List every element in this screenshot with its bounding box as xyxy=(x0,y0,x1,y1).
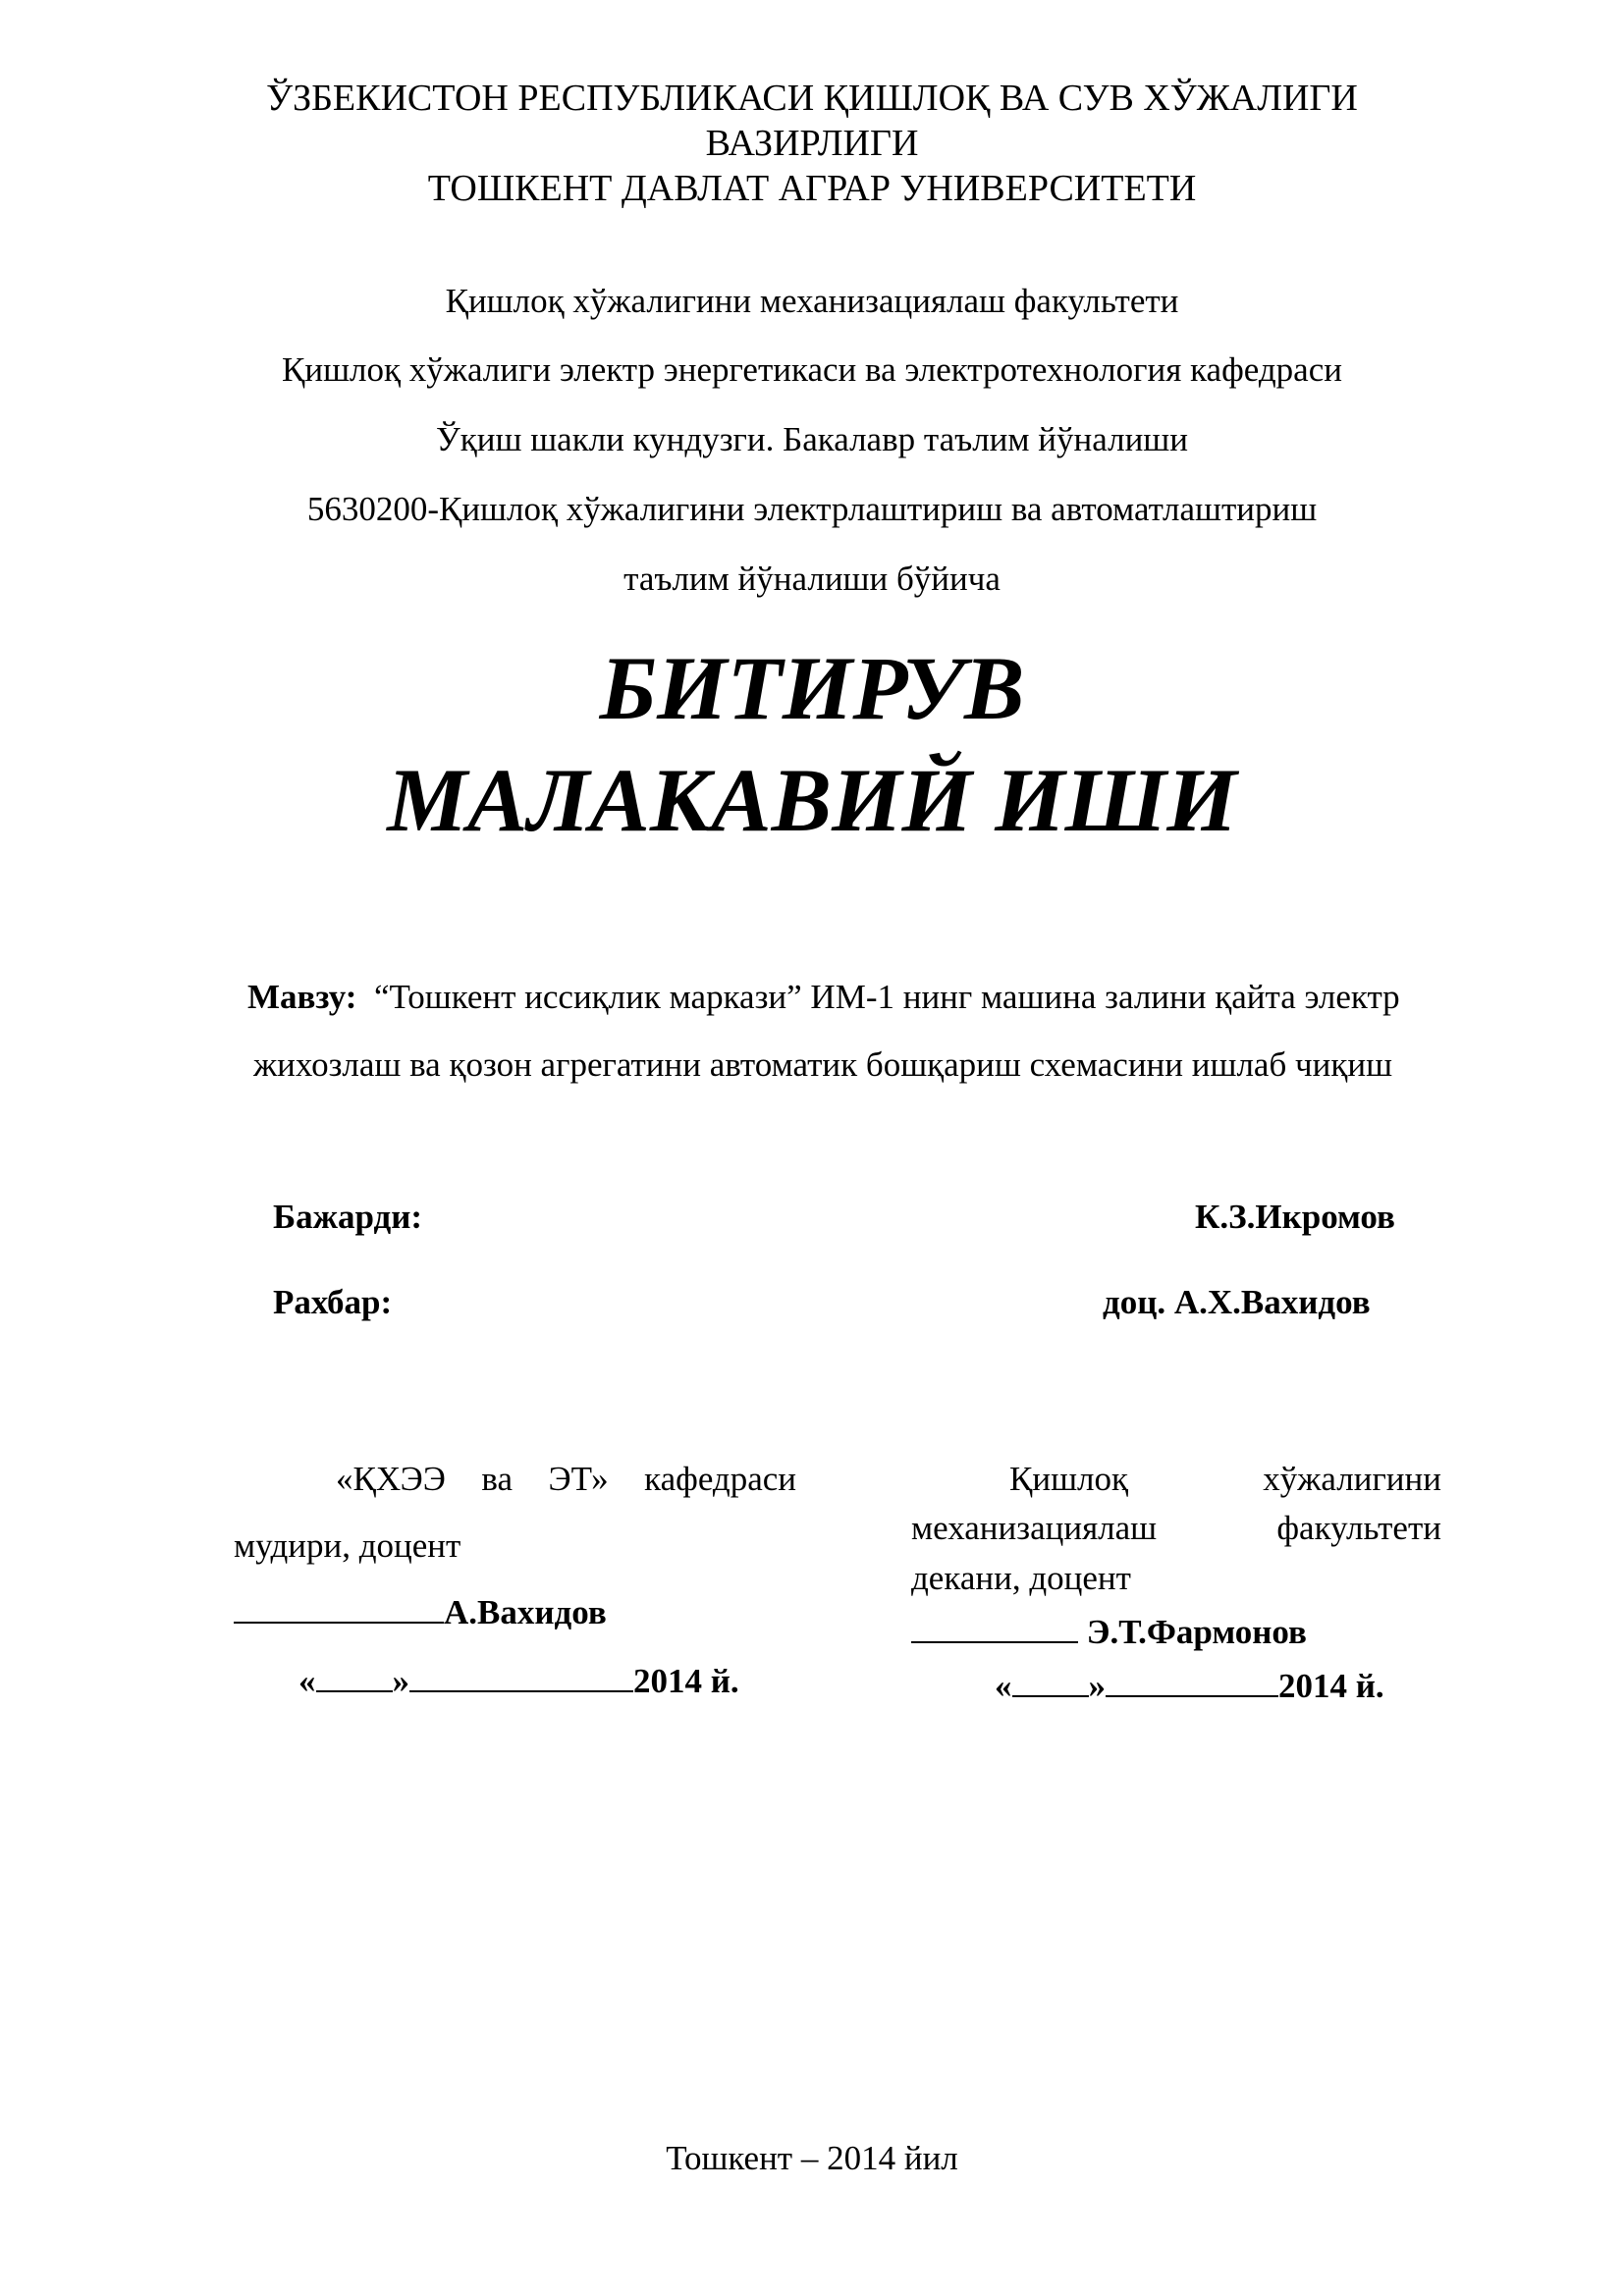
left-approval-line-2: мудири, доцент xyxy=(234,1526,461,1565)
month-blank xyxy=(1106,1662,1278,1697)
day-blank xyxy=(316,1657,393,1692)
document-title-line-1: БИТИРУВ xyxy=(599,638,1025,738)
right-approval-line-3: декани, доцент xyxy=(911,1559,1131,1597)
faculty-line: Қишлоқ хўжалигини механизациялаш факультети xyxy=(445,282,1179,320)
supervisor-label: Рахбар: xyxy=(273,1283,393,1321)
ministry-line-1: ЎЗБЕКИСТОН РЕСПУБЛИКАСИ ҚИШЛОҚ ВА СУВ ХЎЖАЛИГИ xyxy=(266,78,1358,119)
date-year: 2014 й. xyxy=(633,1662,739,1700)
date-quote-open: « xyxy=(298,1662,316,1700)
left-approval-word: ва xyxy=(481,1460,513,1498)
performer-name: К.З.Икромов xyxy=(1195,1198,1395,1236)
program-suffix-line: таълим йўналиши бўйича xyxy=(623,560,1001,598)
left-approval-word: «ҚХЭЭ xyxy=(336,1460,446,1498)
performer-label: Бажарди: xyxy=(273,1198,423,1236)
signature-blank xyxy=(911,1608,1078,1643)
date-quote-close: » xyxy=(392,1662,409,1700)
right-approval-line-1 xyxy=(1009,1458,1441,1501)
study-form-line: Ўқиш шакли кундузги. Бакалавр таълим йўналиши xyxy=(436,420,1188,458)
signature-blank xyxy=(234,1588,444,1624)
university-name: ТОШКЕНТ ДАВЛАТ АГРАР УНИВЕРСИТЕТИ xyxy=(427,168,1197,209)
date-quote-open: « xyxy=(995,1667,1012,1705)
department-line: Қишлоқ хўжалиги электр энергетикаси ва электротехнология кафедраси xyxy=(282,350,1342,389)
date-year: 2014 й. xyxy=(1278,1667,1384,1705)
day-blank xyxy=(1012,1662,1089,1697)
month-blank xyxy=(409,1657,633,1692)
left-approval-signature xyxy=(234,1588,607,1634)
right-approval-word: хўжалигини xyxy=(1263,1460,1441,1498)
right-approval-date xyxy=(995,1662,1384,1708)
topic-line-2: жихозлаш ва қозон агрегатини автоматик бошқариш схемасини ишлаб чиқиш xyxy=(253,1045,1393,1084)
right-approval-name: Э.Т.Фармонов xyxy=(1086,1613,1307,1651)
left-approval-line-1 xyxy=(336,1458,796,1501)
document-title-line-2: МАЛАКАВИЙ ИШИ xyxy=(387,750,1237,850)
left-approval-word: кафедраси xyxy=(644,1460,796,1498)
right-approval-word: механизациялаш xyxy=(911,1509,1158,1547)
right-approval-word: Қишлоқ xyxy=(1009,1460,1128,1498)
right-approval-word: факультети xyxy=(1276,1509,1441,1547)
ministry-line-2: ВАЗИРЛИГИ xyxy=(705,123,919,164)
program-line: 5630200-Қишлоқ хўжалигини электрлаштириш ва автоматлаштириш xyxy=(306,490,1318,528)
left-approval-word: ЭТ» xyxy=(548,1460,609,1498)
topic-label: Мавзу: xyxy=(247,978,357,1016)
supervisor-name: доц. А.Х.Вахидов xyxy=(1103,1283,1371,1321)
date-quote-close: » xyxy=(1088,1667,1106,1705)
topic-text-1: “Тошкент иссиқлик маркази” ИМ-1 нинг машина залини қайта электр xyxy=(373,978,1400,1016)
left-approval-name: А.Вахидов xyxy=(444,1593,607,1631)
place-year-footer: Тошкент – 2014 йил xyxy=(666,2139,958,2177)
right-approval-line-2 xyxy=(911,1507,1441,1550)
topic-line-1 xyxy=(247,976,1400,1019)
right-approval-signature xyxy=(911,1608,1307,1654)
left-approval-date xyxy=(298,1657,739,1703)
